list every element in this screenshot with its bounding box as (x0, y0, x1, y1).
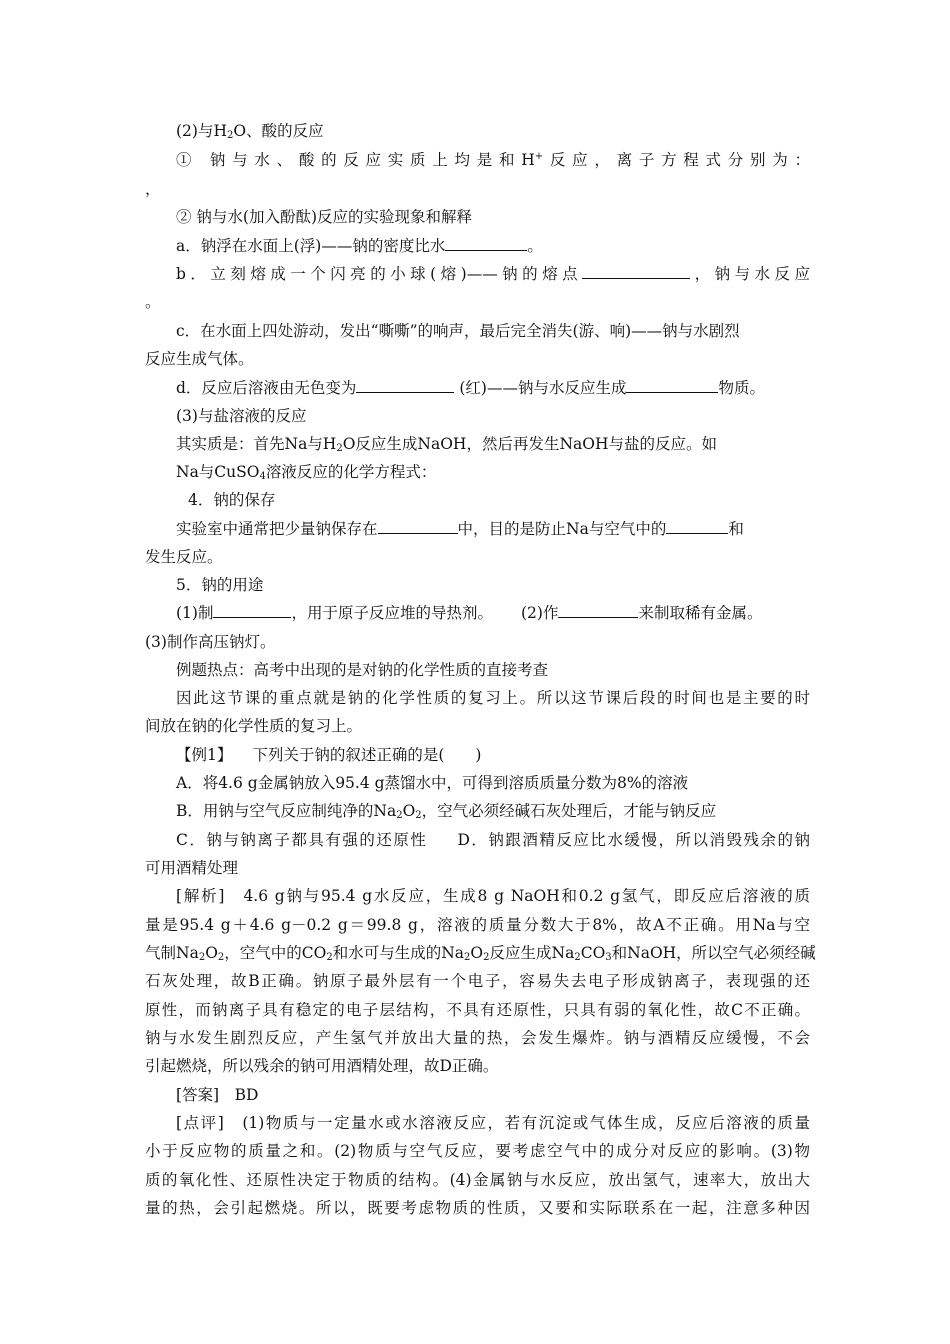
paragraph-line: ， (145, 180, 161, 198)
fill-blank[interactable] (445, 234, 527, 251)
analysis-line: [解析] 4.6 g钠与95.4 g水反应，生成8 g NaOH和0.2 g氢气，即反应后溶液的质 (176, 887, 810, 905)
analysis-line: 气制$Na_2O_2$，空气中的$CO_2$和水可与生成的$Na_2O_2$反应生成$Na_2CO_3$和NaOH，所以空气必须经碱 (145, 944, 816, 963)
fill-blank[interactable] (213, 601, 291, 618)
paragraph-line: Na与CuSO$_4$溶液反应的化学方程式： (176, 463, 437, 482)
paragraph-line: 其实质是：首先Na与$H_2O$反应生成NaOH，然后再发生NaOH与盐的反应。如 (176, 435, 717, 454)
paragraph-line: 例题热点：高考中出现的是对钠的化学性质的直接考查 (176, 661, 549, 679)
paragraph-line: ① 钠与水、酸的反应实质上均是和H+反应，离子方程式分别为： (176, 151, 810, 169)
option-cd: C．钠与钠离子都具有强的还原性 D．钠跟酒精反应比水缓慢，所以消毁残余的钠 (176, 831, 810, 849)
paragraph-line: 因此这节课的重点就是钠的化学性质的复习上。所以这节课后段的时间也是主要的时 (176, 689, 810, 707)
comment-line: 量的热，会引起燃烧。所以，既要考虑物质的性质，又要和实际联系在一起，注意多种因 (145, 1199, 810, 1217)
paragraph-line: 发生反应。 (145, 548, 223, 566)
fill-blank[interactable] (558, 601, 638, 618)
fill-blank[interactable] (378, 517, 458, 534)
paragraph-line: d．反应后溶液由无色变为 (红)——钠与水反应生成 物质。 (176, 376, 810, 400)
paragraph-line: 间放在钠的化学性质的复习上。 (145, 717, 363, 735)
section-title-salt: (3)与盐溶液的反应 (176, 407, 307, 425)
fill-blank[interactable] (666, 517, 728, 534)
option-b: B．用钠与空气反应制纯净的$Na_2O_2$，空气必须经碱石灰处理后，才能与钠反应 (176, 802, 717, 821)
comment-line: 质的氧化性、还原性决定于物质的结构。(4)金属钠与水反应，放出氢气，速率大，放出大 (145, 1171, 810, 1189)
paragraph-line: b．立刻熔成一个闪亮的小球(熔)——钠的熔点 ，钠与水反应 (176, 262, 810, 286)
analysis-line: 石灰处理，故B正确。钠原子最外层有一个电子，容易失去电子形成钠离子，表现强的还 (145, 972, 810, 990)
analysis-line: 量是95.4 g＋4.6 g－0.2 g＝99.8 g，溶液的质量分数大于8%，故A不正确。用Na与空 (145, 916, 810, 934)
section-title-storage: 4．钠的保存 (188, 491, 276, 509)
section-title-water-acid: (2)与$H_2O$、酸的反应 (176, 122, 324, 141)
comment-line: 小于反应物的质量之和。(2)物质与空气反应，要考虑空气中的成分对反应的影响。(3)物 (145, 1142, 810, 1160)
paragraph-line: 反应生成气体。 (145, 350, 254, 368)
option-a: A．将4.6 g金属钠放入95.4 g蒸馏水中，可得到溶质质量分数为8%的溶液 (176, 774, 689, 792)
analysis-line: 原性，而钠离子具有稳定的电子层结构，不具有还原性，只具有弱的氧化性，故C不正确。 (145, 1001, 810, 1019)
paragraph-line: 。 (145, 293, 161, 311)
paragraph-line: 可用酒精处理 (145, 859, 239, 877)
analysis-line: 引起燃烧，所以残余的钠可用酒精处理，故D正确。 (145, 1057, 499, 1075)
comment-line: [点评] (1)物质与一定量水或水溶液反应，若有沉淀或气体生成，反应后溶液的质量 (176, 1114, 810, 1132)
analysis-line: 钠与水发生剧烈反应，产生氢气并放出大量的热，会发生爆炸。钠与酒精反应缓慢，不会 (145, 1029, 810, 1047)
paragraph-line: (3)制作高压钠灯。 (145, 633, 276, 651)
fill-blank[interactable] (356, 376, 454, 393)
example-heading: 【例1】 下列关于钠的叙述正确的是( ) (176, 746, 482, 764)
paragraph-line: 实验室中通常把少量钠保存在 中，目的是防止Na与空气中的 和 (176, 517, 810, 541)
paragraph-line: (1)制 ，用于原子反应堆的导热剂。 (2)作 来制取稀有金属。 (176, 601, 810, 625)
fill-blank[interactable] (626, 376, 718, 393)
paragraph-line: a．钠浮在水面上(浮)——钠的密度比水 。 (176, 234, 810, 258)
answer-line: [答案] BD (176, 1086, 259, 1104)
section-title-uses: 5．钠的用途 (176, 576, 264, 594)
paragraph-line: c．在水面上四处游动，发出“嘶嘶”的响声，最后完全消失(游、响)——钠与水剧烈 (176, 322, 740, 340)
fill-blank[interactable] (582, 262, 690, 279)
paragraph-line: ② 钠与水(加入酚酞)反应的实验现象和解释 (176, 208, 473, 226)
